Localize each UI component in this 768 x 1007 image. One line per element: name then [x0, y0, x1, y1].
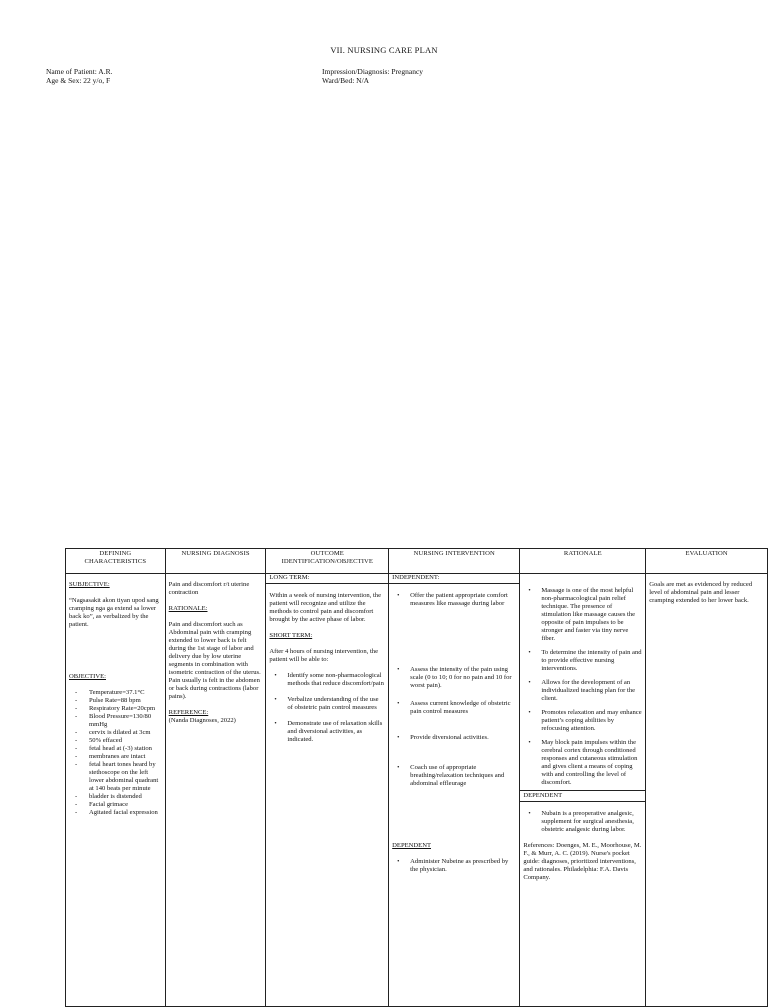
list-item: • Provide diversional activities. — [392, 734, 516, 742]
reference-text: (Nanda Diagnoses, 2022) — [168, 717, 236, 724]
care-plan-table — [65, 548, 768, 1007]
short-term-label: SHORT TERM: — [269, 632, 313, 639]
defining-cell — [66, 574, 166, 1007]
objective-list — [69, 689, 162, 817]
list-item: - fetal head at (-3) station — [69, 745, 162, 753]
dependent-list — [392, 858, 516, 874]
reference-label: REFERENCE: — [168, 709, 209, 716]
rationale-references: References: Doenges, M. E., Moorhouse, M. F., & Murr, A. C. (2019). Nurse's pocket guide: diagnoses, prioritized interventions, and rationales. Philadelphia: F.A. Davis Company. — [523, 842, 642, 881]
list-item: • Demonstrate use of relaxation skills and diversional activities, as indicated. — [269, 720, 385, 744]
list-item: - Facial grimace — [69, 801, 162, 809]
list-item: • Assess the intensity of the pain using scale (0 to 10; 0 for no pain and 10 for worst pain). — [392, 666, 516, 690]
rationale-dependent-list — [523, 810, 642, 834]
list-item: • Promotes relaxation and may enhance patient’s coping abilities by refocusing attention. — [523, 709, 642, 733]
patient-age-sex: Age & Sex: 22 y/o, F — [46, 76, 111, 85]
header-nursing-diagnosis: NURSING DIAGNOSIS — [165, 549, 266, 574]
list-item: - Temperature=37.1°C — [69, 689, 162, 697]
list-item: - cervix is dilated at 3cm — [69, 729, 162, 737]
diagnosis-cell — [165, 574, 266, 1007]
diagnosis-rationale-text: Pain and discomfort such as Abdominal pain with cramping extended to lower back is felt during the 1st stage of labor and delivery due by low uterine segments in combination with isometric contraction of the uterus. Pain usually is felt in the abdomen or back during contractions (labor pains). — [168, 621, 261, 700]
ward-bed: Ward/Bed: N/A — [322, 76, 370, 85]
list-item: • Allows for the development of an individualized teaching plan for the client. — [523, 679, 642, 703]
list-item: - membranes are intact — [69, 753, 162, 761]
list-item: • Assess current knowledge of obstetric pain control measures — [392, 700, 516, 716]
list-item: • May block pain impulses within the cerebral cortex through conditioned responses and cutaneous stimulation and gives client a means of coping with and controlling the level of discomfort. — [523, 739, 642, 787]
list-item: - Respiratory Rate=20cpm — [69, 705, 162, 713]
long-term-label: LONG TERM: — [266, 574, 388, 584]
list-item: - bladder is distended — [69, 793, 162, 801]
rationale-dependent-label: DEPENDENT — [520, 790, 645, 802]
page-title: VII. NURSING CARE PLAN — [330, 45, 438, 55]
patient-name: Name of Patient: A.R. — [46, 67, 113, 76]
subjective-quote: “Nagsasakit akon tiyan upod sang cramping nga ga extend sa lower back ko”, as verbalized by the patient. — [69, 597, 159, 628]
list-item: - fetal heart tones heard by stethoscope on the left lower abdominal quadrant at 140 beats per minute — [69, 761, 162, 793]
long-term-text: Within a week of nursing intervention, the patient will recognize and utilize the methods to control pain and discomfort brought by the active phase of labor. — [269, 592, 382, 623]
table-header-row — [66, 549, 768, 574]
objective-label: OBJECTIVE: — [69, 673, 106, 680]
header-nursing-intervention: NURSING INTERVENTION — [389, 549, 520, 574]
independent-label: INDEPENDENT: — [389, 574, 519, 584]
list-item: • Administer Nubeine as prescribed by the physician. — [392, 858, 516, 874]
list-item: • Coach use of appropriate breathing/relaxation techniques and abdominal effleurage — [392, 764, 516, 788]
subjective-label: SUBJECTIVE: — [69, 581, 110, 588]
list-item: - Agitated facial expression — [69, 809, 162, 817]
list-item: • To determine the intensity of pain and to provide effective nursing interventions. — [523, 649, 642, 673]
header-evaluation: EVALUATION — [646, 549, 768, 574]
diagnosis-rationale-label: RATIONALE: — [168, 605, 208, 612]
dependent-label: DEPENDENT — [392, 842, 431, 849]
list-item: - Pulse Rate=88 bpm — [69, 697, 162, 705]
diagnosis-info — [322, 67, 423, 85]
header-rationale: RATIONALE — [520, 549, 646, 574]
list-item: • Nubain is a preoperative analgesic, supplement for surgical anesthesia, obstetric analgesic during labor. — [523, 810, 642, 834]
independent-list — [392, 592, 516, 788]
short-term-text: After 4 hours of nursing intervention, the patient will be able to: — [269, 648, 378, 663]
intervention-cell — [389, 574, 520, 1007]
list-item: • Identify some non-pharmacological methods that reduce discomfort/pain — [269, 672, 385, 688]
short-term-list — [269, 672, 385, 744]
patient-info — [46, 67, 112, 85]
evaluation-text: Goals are met as evidenced by reduced level of abdominal pain and lesser cramping extended to her lower back. — [649, 581, 753, 604]
list-item: - Blood Pressure=130/80 mmHg — [69, 713, 162, 729]
impression-diagnosis: Impression/Diagnosis: Pregnancy — [322, 67, 424, 76]
evaluation-cell — [646, 574, 768, 1007]
header-outcome: OUTCOME IDENTIFICATION/OBJECTIVE — [266, 549, 389, 574]
rationale-list — [523, 587, 642, 787]
diagnosis-statement: Pain and discomfort r/t uterine contraction — [168, 581, 250, 596]
list-item: • Massage is one of the most helpful non-pharmacological pain relief technique. The presence of stimulation like massage causes the opposite of pain impulses to be stronger and faster via tiny nerve fiber. — [523, 587, 642, 643]
list-item: • Verbalize understanding of the use of obstetric pain control measures — [269, 696, 385, 712]
list-item: • Offer the patient appropriate comfort measures like massage during labor — [392, 592, 516, 608]
table-row — [66, 574, 768, 1007]
header-defining-characteristics: DEFINING CHARACTERISTICS — [66, 549, 166, 574]
list-item: - 50% effaced — [69, 737, 162, 745]
outcome-cell — [266, 574, 389, 1007]
rationale-cell — [520, 574, 646, 1007]
